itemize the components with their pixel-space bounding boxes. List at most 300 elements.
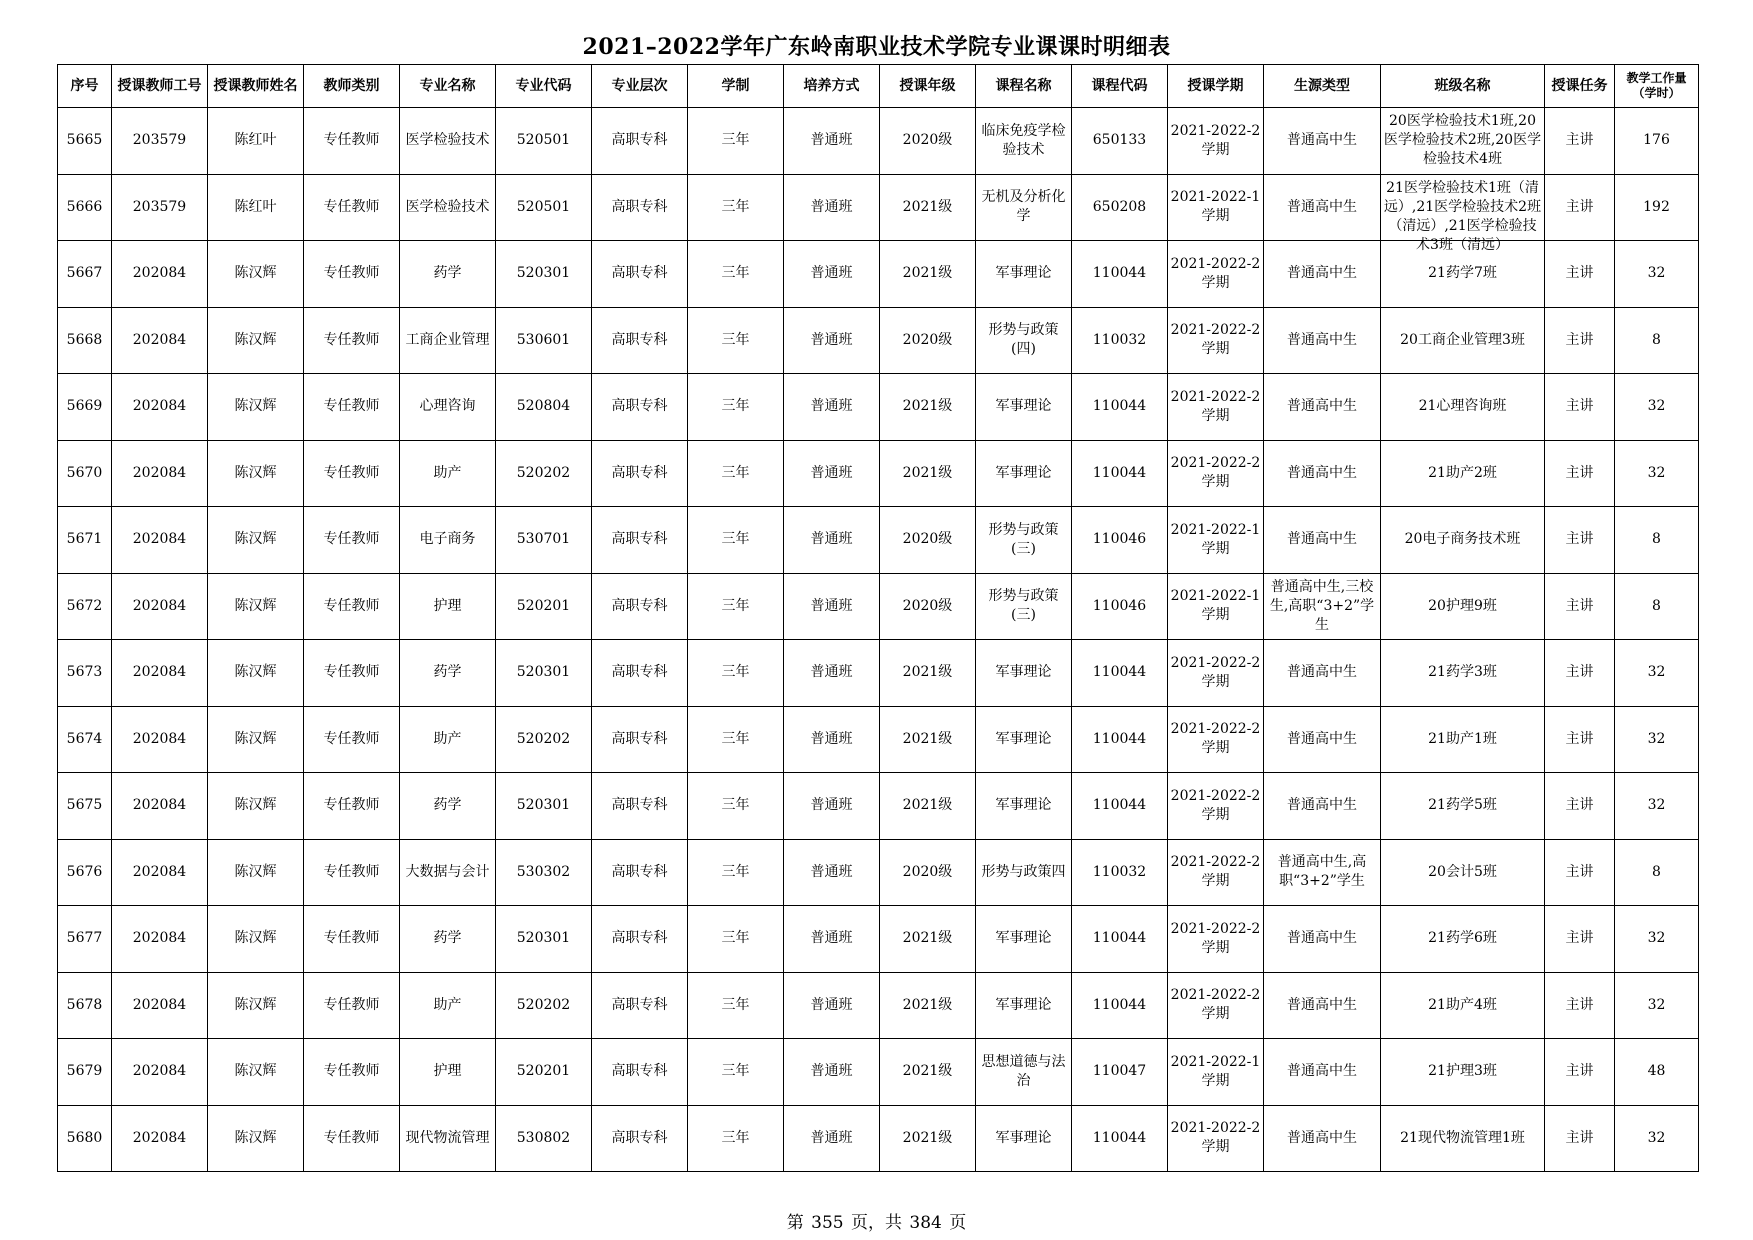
cell-major-code: [496, 507, 592, 574]
cell-teacher-type: [304, 1105, 400, 1172]
cell-semester: [1168, 307, 1264, 374]
cell-text: 高职专科: [611, 132, 668, 149]
cell-text: 110044: [1092, 398, 1147, 415]
cell-major-level: [592, 174, 688, 241]
cell-text: 形势与政策(四): [988, 322, 1059, 358]
cell-text: 普通高中生: [1287, 265, 1357, 282]
cell-semester: [1168, 573, 1264, 640]
cell-text: 20电子商务技术班: [1404, 531, 1521, 548]
cell-major-name: [400, 241, 496, 308]
cell-text: 高职专科: [611, 597, 668, 614]
cell-text: 2021-2022-2学期: [1170, 122, 1261, 158]
cell-text: 形势与政策四: [981, 863, 1066, 880]
cell-course-code: [1072, 773, 1168, 840]
cell-course-name: [976, 108, 1072, 175]
cell-duration: [688, 773, 784, 840]
table-row: [58, 972, 1699, 1039]
cell-course-name: [976, 374, 1072, 441]
cell-major-code: [496, 241, 592, 308]
cell-teacher-type: [304, 640, 400, 707]
cell-major-code: [496, 307, 592, 374]
cell-text: 21现代物流管理1班: [1400, 1129, 1525, 1146]
cell-text: 2021级: [902, 730, 953, 747]
cell-text: 110044: [1092, 797, 1147, 814]
cell-major-name: [400, 773, 496, 840]
cell-text: 2021-2022-2学期: [1170, 388, 1261, 424]
cell-text: 8: [1652, 531, 1661, 548]
cell-teacher-id: [112, 307, 208, 374]
cell-course-code: [1072, 440, 1168, 507]
cell-class-name: [1381, 374, 1545, 441]
cell-grade: [880, 839, 976, 906]
table-row: [58, 374, 1699, 441]
cell-duration: [688, 972, 784, 1039]
cell-text: 32: [1647, 930, 1666, 947]
cell-text: 主讲: [1565, 464, 1594, 481]
cell-text: 陈汉辉: [234, 930, 277, 947]
cell-text: 202084: [132, 531, 187, 548]
cell-text: 普通班: [810, 797, 853, 814]
cell-major-level: [592, 906, 688, 973]
cell-seq: [58, 374, 112, 441]
cell-teacher-type: [304, 972, 400, 1039]
cell-text: 三年: [721, 1063, 750, 1080]
cell-student-source: [1264, 972, 1381, 1039]
cell-text: 32: [1647, 797, 1666, 814]
cell-training-mode: [784, 374, 880, 441]
cell-text: 110044: [1092, 996, 1147, 1013]
cell-major-code: [496, 706, 592, 773]
cell-seq: [58, 1105, 112, 1172]
cell-teacher-type: [304, 507, 400, 574]
cell-major-level: [592, 972, 688, 1039]
cell-course-name: [976, 773, 1072, 840]
cell-text: 军事理论: [995, 730, 1052, 747]
cell-text: 5670: [66, 464, 103, 481]
cell-text: 专任教师: [323, 464, 380, 481]
cell-semester: [1168, 640, 1264, 707]
cell-text: 520301: [516, 265, 571, 282]
cell-task: [1545, 1039, 1615, 1106]
cell-training-mode: [784, 108, 880, 175]
cell-text: 5666: [66, 198, 103, 215]
cell-text: 专任教师: [323, 331, 380, 348]
cell-teacher-id: [112, 108, 208, 175]
cell-text: 高职专科: [611, 996, 668, 1013]
cell-text: 陈汉辉: [234, 398, 277, 415]
cell-text: 普通高中生: [1287, 198, 1357, 215]
cell-major-level: [592, 839, 688, 906]
cell-workload: [1615, 507, 1699, 574]
cell-semester: [1168, 374, 1264, 441]
cell-text: 三年: [721, 132, 750, 149]
cell-course-name: [976, 972, 1072, 1039]
cell-teacher-name: [208, 108, 304, 175]
cell-semester: [1168, 839, 1264, 906]
cell-major-level: [592, 640, 688, 707]
cell-grade: [880, 307, 976, 374]
cell-text: 三年: [721, 930, 750, 947]
cell-teacher-id: [112, 972, 208, 1039]
cell-task: [1545, 440, 1615, 507]
cell-teacher-name: [208, 241, 304, 308]
table-row: [58, 1105, 1699, 1172]
cell-major-level: [592, 573, 688, 640]
cell-duration: [688, 1039, 784, 1106]
cell-major-code: [496, 906, 592, 973]
cell-duration: [688, 174, 784, 241]
cell-text: 军事理论: [995, 996, 1052, 1013]
cell-text: 5680: [66, 1129, 103, 1146]
cell-task: [1545, 906, 1615, 973]
cell-student-source: [1264, 640, 1381, 707]
cell-teacher-type: [304, 374, 400, 441]
cell-text: 军事理论: [995, 797, 1052, 814]
cell-text: 192: [1643, 198, 1670, 215]
cell-text: 主讲: [1565, 730, 1594, 747]
cell-class-name: [1381, 108, 1545, 175]
cell-major-code: [496, 773, 592, 840]
cell-text: 5673: [66, 664, 103, 681]
cell-text: 32: [1647, 265, 1666, 282]
cell-text: 普通高中生: [1287, 1129, 1357, 1146]
cell-text: 三年: [721, 265, 750, 282]
cell-text: 普通高中生: [1287, 1063, 1357, 1080]
cell-text: 普通班: [810, 1129, 853, 1146]
cell-class-name: [1381, 773, 1545, 840]
cell-text: 202084: [132, 797, 187, 814]
cell-text: 202084: [132, 996, 187, 1013]
cell-semester: [1168, 108, 1264, 175]
cell-text: 普通班: [810, 597, 853, 614]
cell-student-source: [1264, 374, 1381, 441]
cell-text: 主讲: [1565, 132, 1594, 149]
header-semester: 授课学期: [1168, 65, 1264, 108]
cell-text: 三年: [721, 797, 750, 814]
cell-training-mode: [784, 706, 880, 773]
cell-text: 21助产4班: [1428, 996, 1497, 1013]
cell-text: 520301: [516, 664, 571, 681]
cell-task: [1545, 374, 1615, 441]
cell-text: 心理咨询: [419, 398, 476, 415]
cell-text: 主讲: [1565, 198, 1594, 215]
cell-text: 主讲: [1565, 1129, 1594, 1146]
cell-course-code: [1072, 1105, 1168, 1172]
cell-teacher-type: [304, 706, 400, 773]
cell-course-code: [1072, 108, 1168, 175]
cell-text: 2021级: [902, 664, 953, 681]
cell-text: 现代物流管理: [405, 1129, 490, 1146]
cell-text: 520201: [516, 597, 571, 614]
cell-text: 530701: [516, 531, 571, 548]
table-row: [58, 108, 1699, 175]
cell-text: 主讲: [1565, 265, 1594, 282]
cell-teacher-id: [112, 839, 208, 906]
cell-text: 陈汉辉: [234, 1063, 277, 1080]
header-course-name: 课程名称: [976, 65, 1072, 108]
cell-text: 202084: [132, 265, 187, 282]
cell-major-name: [400, 374, 496, 441]
cell-text: 护理: [433, 597, 462, 614]
cell-text: 2020级: [902, 531, 953, 548]
cell-text: 2021-2022-1学期: [1170, 521, 1261, 557]
cell-text: 普通班: [810, 398, 853, 415]
header-major-level: 专业层次: [592, 65, 688, 108]
cell-training-mode: [784, 241, 880, 308]
cell-text: 陈汉辉: [234, 863, 277, 880]
table-row: [58, 307, 1699, 374]
table-row: [58, 1039, 1699, 1106]
cell-grade: [880, 773, 976, 840]
cell-text: 5671: [66, 531, 103, 548]
cell-course-name: [976, 307, 1072, 374]
cell-teacher-name: [208, 640, 304, 707]
cell-text: 110044: [1092, 265, 1147, 282]
cell-class-name: [1381, 440, 1545, 507]
cell-text: 三年: [721, 331, 750, 348]
cell-seq: [58, 307, 112, 374]
cell-class-name: [1381, 972, 1545, 1039]
cell-text: 202084: [132, 664, 187, 681]
cell-text: 2021级: [902, 265, 953, 282]
cell-workload: [1615, 1105, 1699, 1172]
cell-text: 三年: [721, 996, 750, 1013]
cell-text: 520301: [516, 797, 571, 814]
cell-training-mode: [784, 507, 880, 574]
cell-training-mode: [784, 640, 880, 707]
cell-text: 军事理论: [995, 464, 1052, 481]
cell-text: 专任教师: [323, 265, 380, 282]
cell-task: [1545, 573, 1615, 640]
cell-text: 临床免疫学检验技术: [981, 122, 1066, 158]
cell-text: 21助产2班: [1428, 464, 1497, 481]
cell-text: 32: [1647, 996, 1666, 1013]
cell-major-name: [400, 174, 496, 241]
cell-teacher-type: [304, 906, 400, 973]
cell-text: 医学检验技术: [405, 132, 490, 149]
cell-teacher-id: [112, 1039, 208, 1106]
cell-major-name: [400, 108, 496, 175]
cell-teacher-id: [112, 906, 208, 973]
cell-text: 三年: [721, 464, 750, 481]
cell-course-name: [976, 573, 1072, 640]
cell-task: [1545, 241, 1615, 308]
cell-text: 2021-2022-2学期: [1170, 255, 1261, 291]
cell-major-name: [400, 906, 496, 973]
cell-teacher-name: [208, 706, 304, 773]
cell-text: 三年: [721, 531, 750, 548]
cell-text: 110032: [1092, 331, 1147, 348]
cell-major-code: [496, 440, 592, 507]
cell-workload: [1615, 307, 1699, 374]
cell-text: 5667: [66, 265, 103, 282]
cell-text: 陈汉辉: [234, 730, 277, 747]
cell-student-source: [1264, 1039, 1381, 1106]
cell-text: 202084: [132, 464, 187, 481]
cell-text: 普通班: [810, 331, 853, 348]
cell-text: 三年: [721, 1129, 750, 1146]
cell-text: 110044: [1092, 664, 1147, 681]
page-footer: 第 355 页，共 384 页: [786, 1213, 967, 1233]
table-row: [58, 440, 1699, 507]
cell-text: 工商企业管理: [405, 331, 490, 348]
cell-text: 32: [1647, 1129, 1666, 1146]
cell-text: 陈红叶: [234, 132, 277, 149]
cell-course-code: [1072, 839, 1168, 906]
cell-text: 650208: [1092, 198, 1147, 215]
cell-text: 2020级: [902, 863, 953, 880]
cell-course-name: [976, 839, 1072, 906]
cell-text: 520202: [516, 730, 571, 747]
cell-text: 三年: [721, 664, 750, 681]
cell-text: 2021级: [902, 930, 953, 947]
cell-major-name: [400, 307, 496, 374]
cell-semester: [1168, 972, 1264, 1039]
cell-seq: [58, 706, 112, 773]
cell-text: 陈汉辉: [234, 797, 277, 814]
cell-text: 主讲: [1565, 531, 1594, 548]
table-header-row: [58, 65, 1699, 108]
cell-text: 陈汉辉: [234, 597, 277, 614]
cell-text: 2021-2022-1学期: [1170, 189, 1261, 225]
cell-semester: [1168, 1039, 1264, 1106]
cell-teacher-name: [208, 906, 304, 973]
cell-teacher-name: [208, 972, 304, 1039]
cell-teacher-id: [112, 573, 208, 640]
cell-text: 专任教师: [323, 797, 380, 814]
cell-major-code: [496, 1039, 592, 1106]
cell-text: 2021级: [902, 1129, 953, 1146]
cell-teacher-type: [304, 440, 400, 507]
cell-text: 药学: [433, 797, 462, 814]
cell-text: 5677: [66, 930, 103, 947]
cell-grade: [880, 972, 976, 1039]
cell-semester: [1168, 241, 1264, 308]
cell-text: 5679: [66, 1063, 103, 1080]
cell-text: 2021-2022-2学期: [1170, 721, 1261, 757]
cell-seq: [58, 972, 112, 1039]
cell-major-name: [400, 1105, 496, 1172]
cell-major-code: [496, 108, 592, 175]
cell-course-name: [976, 706, 1072, 773]
cell-text: 主讲: [1565, 597, 1594, 614]
cell-text: 主讲: [1565, 398, 1594, 415]
cell-text: 110047: [1092, 1063, 1147, 1080]
cell-major-level: [592, 374, 688, 441]
document-title: 2021–2022学年广东岭南职业技术学院专业课课时明细表: [582, 34, 1171, 60]
cell-text: 主讲: [1565, 797, 1594, 814]
cell-teacher-id: [112, 507, 208, 574]
cell-major-level: [592, 1105, 688, 1172]
cell-grade: [880, 507, 976, 574]
cell-text: 5669: [66, 398, 103, 415]
cell-text: 普通班: [810, 996, 853, 1013]
cell-duration: [688, 108, 784, 175]
cell-text: 普通高中生: [1287, 930, 1357, 947]
header-seq: 序号: [58, 65, 112, 108]
cell-course-code: [1072, 241, 1168, 308]
cell-major-level: [592, 108, 688, 175]
cell-teacher-name: [208, 374, 304, 441]
cell-major-level: [592, 773, 688, 840]
cell-student-source: [1264, 174, 1381, 241]
cell-text: 5672: [66, 597, 103, 614]
cell-text: 普通班: [810, 930, 853, 947]
cell-text: 高职专科: [611, 863, 668, 880]
cell-duration: [688, 573, 784, 640]
cell-text: 32: [1647, 664, 1666, 681]
cell-grade: [880, 174, 976, 241]
cell-semester: [1168, 507, 1264, 574]
cell-text: 三年: [721, 863, 750, 880]
cell-duration: [688, 241, 784, 308]
cell-text: 普通高中生: [1287, 464, 1357, 481]
cell-text: 主讲: [1565, 930, 1594, 947]
cell-text: 520501: [516, 198, 571, 215]
cell-workload: [1615, 773, 1699, 840]
cell-text: 专任教师: [323, 930, 380, 947]
cell-teacher-type: [304, 839, 400, 906]
cell-task: [1545, 108, 1615, 175]
cell-semester: [1168, 773, 1264, 840]
cell-text: 110032: [1092, 863, 1147, 880]
cell-task: [1545, 507, 1615, 574]
cell-text: 21医学检验技术1班（清远）,21医学检验技术2班（清远）,21医学检验技术3班（清远）: [1383, 179, 1542, 253]
cell-text: 202084: [132, 863, 187, 880]
cell-text: 药学: [433, 265, 462, 282]
cell-text: 202084: [132, 930, 187, 947]
cell-text: 202084: [132, 1063, 187, 1080]
cell-training-mode: [784, 773, 880, 840]
cell-text: 专任教师: [323, 1129, 380, 1146]
cell-text: 20护理9班: [1428, 597, 1497, 614]
header-course-code: 课程代码: [1072, 65, 1168, 108]
cell-text: 520202: [516, 996, 571, 1013]
cell-semester: [1168, 906, 1264, 973]
cell-major-code: [496, 640, 592, 707]
cell-text: 110046: [1092, 531, 1147, 548]
cell-text: 2021级: [902, 464, 953, 481]
cell-class-name: [1381, 839, 1545, 906]
cell-grade: [880, 706, 976, 773]
cell-class-name: [1381, 1105, 1545, 1172]
cell-text: 2020级: [902, 597, 953, 614]
cell-text: 普通高中生: [1287, 531, 1357, 548]
cell-text: 普通高中生: [1287, 664, 1357, 681]
cell-text: 陈汉辉: [234, 464, 277, 481]
cell-semester: [1168, 174, 1264, 241]
cell-workload: [1615, 440, 1699, 507]
cell-course-name: [976, 174, 1072, 241]
cell-text: 普通班: [810, 265, 853, 282]
cell-text: 普通班: [810, 730, 853, 747]
cell-duration: [688, 906, 784, 973]
cell-text: 三年: [721, 730, 750, 747]
cell-seq: [58, 773, 112, 840]
cell-teacher-type: [304, 241, 400, 308]
cell-major-level: [592, 307, 688, 374]
cell-text: 专任教师: [323, 531, 380, 548]
cell-text: 普通高中生: [1287, 730, 1357, 747]
cell-text: 普通高中生: [1287, 996, 1357, 1013]
cell-text: 高职专科: [611, 198, 668, 215]
cell-task: [1545, 174, 1615, 241]
cell-major-code: [496, 839, 592, 906]
cell-course-code: [1072, 640, 1168, 707]
cell-text: 20工商企业管理3班: [1400, 331, 1525, 348]
table-row: [58, 174, 1699, 241]
cell-major-name: [400, 839, 496, 906]
